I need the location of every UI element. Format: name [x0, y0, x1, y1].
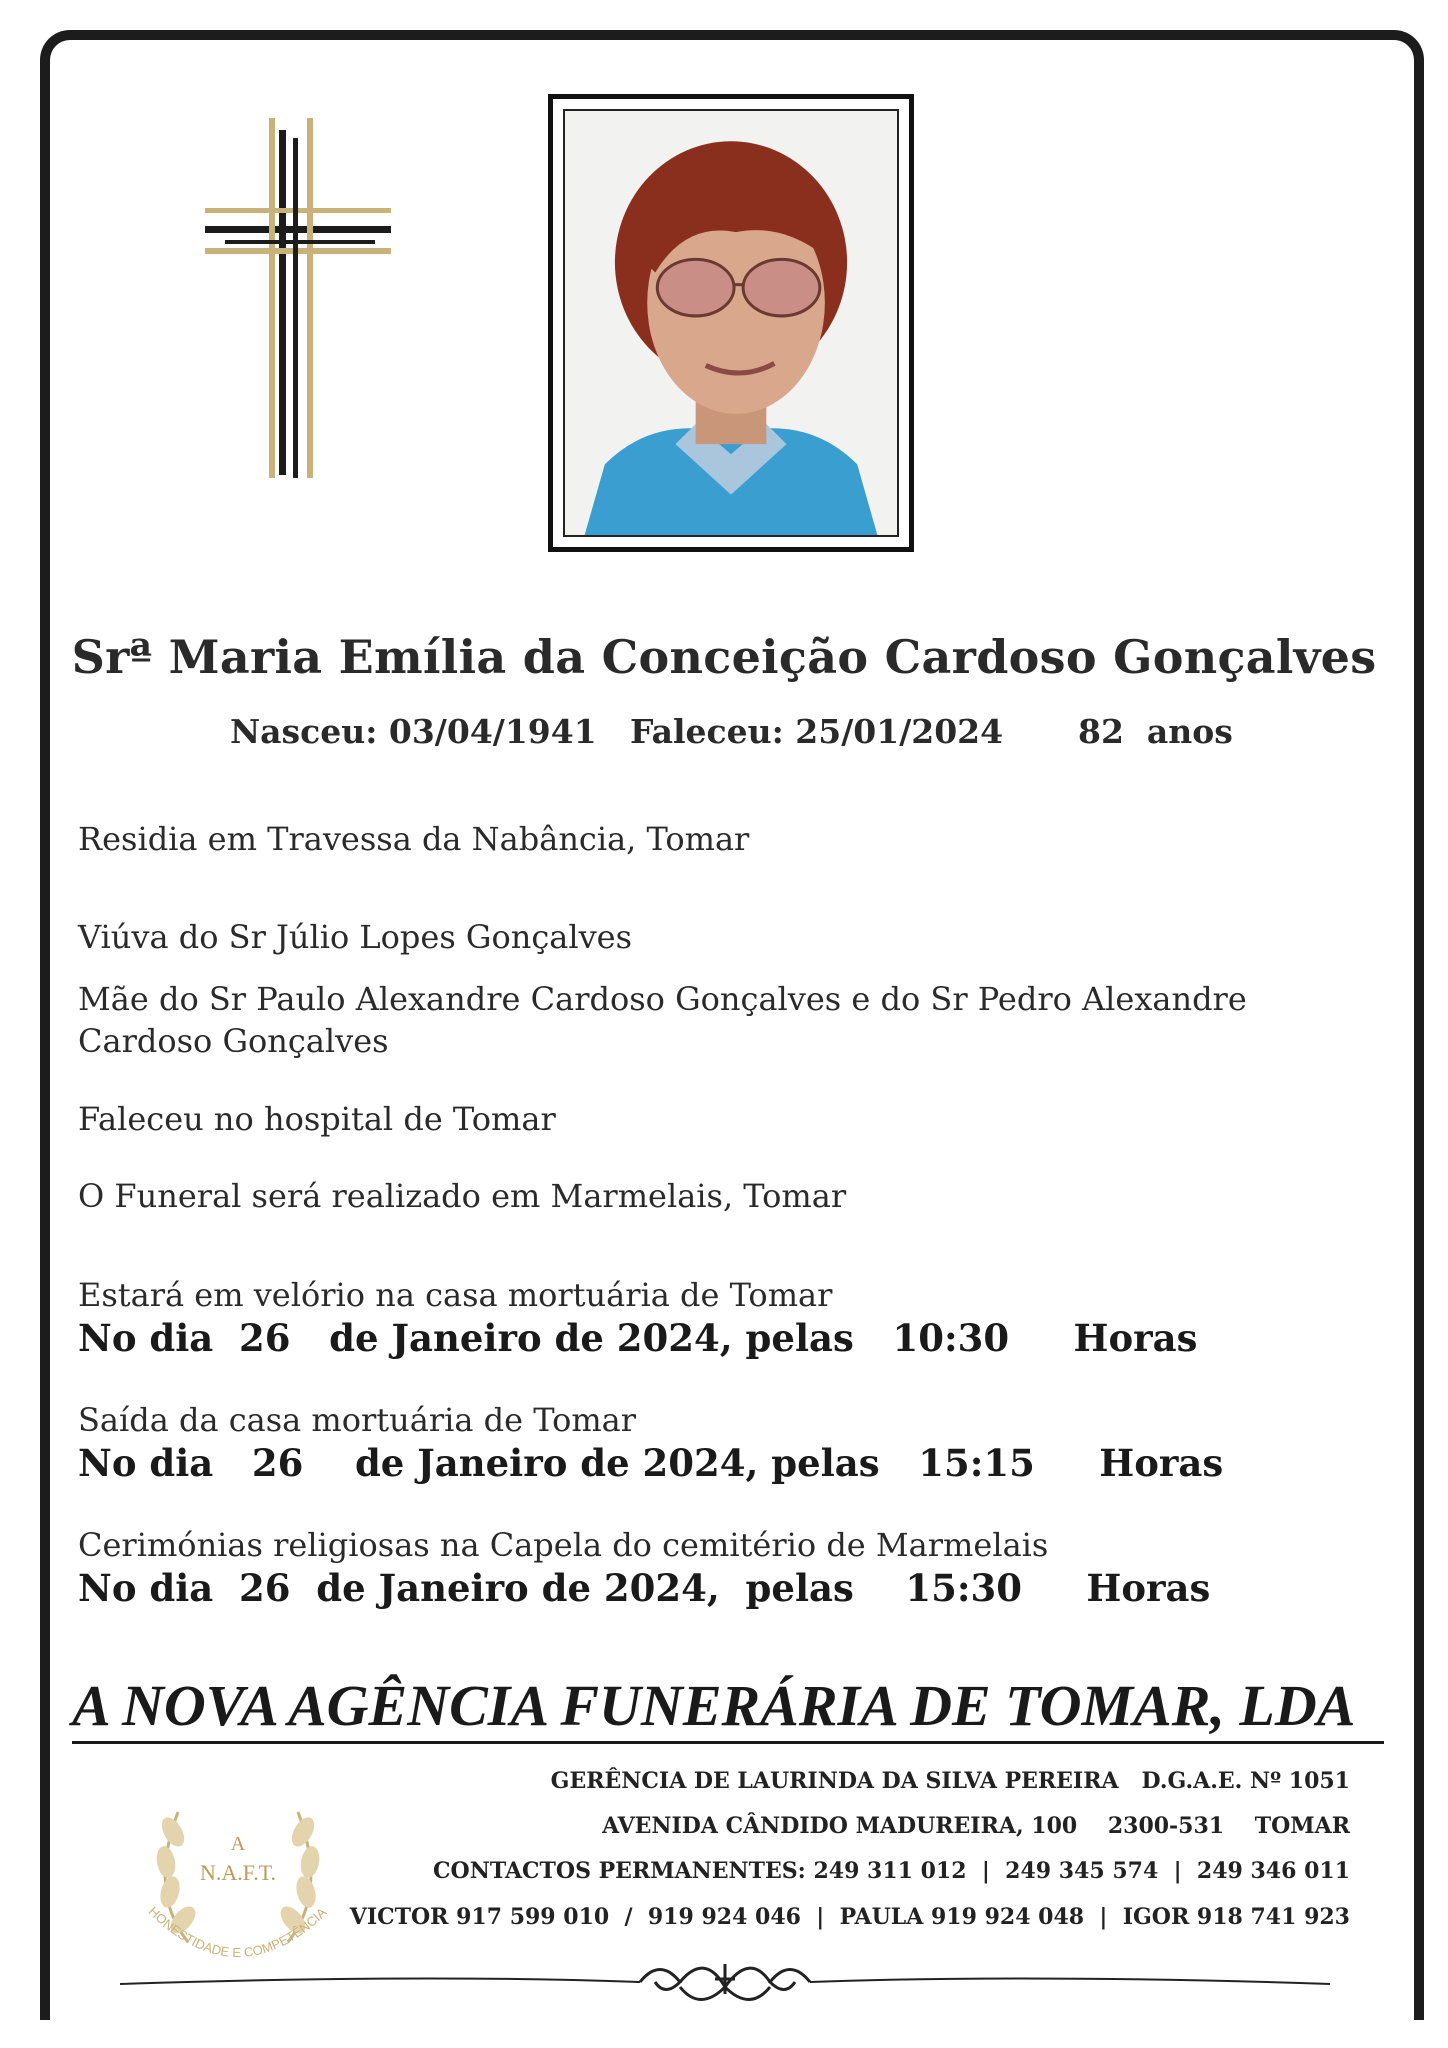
deceased-name: Srª Maria Emília da Conceição Cardoso Gonçalves — [71, 630, 1377, 684]
portrait-photo — [563, 109, 899, 537]
funeral-place: O Funeral será realizado em Marmelais, Tomar — [78, 1177, 847, 1215]
portrait-frame — [548, 94, 914, 552]
agency-management: GERÊNCIA DE LAURINDA DA SILVA PEREIRA D.G.A.E. Nº 1051 — [550, 1768, 1350, 1794]
ornament-divider — [120, 1944, 1330, 2014]
cross-icon — [205, 118, 391, 488]
agency-contacts: CONTACTOS PERMANENTES: 249 311 012 | 249 345 574 | 249 346 011 — [433, 1858, 1350, 1884]
svg-text:HONESTIDADE E COMPETÊNCIA: HONESTIDADE E COMPETÊNCIA — [145, 1903, 330, 1961]
death-date: Faleceu: 25/01/2024 — [630, 712, 1004, 751]
birth-date: Nasceu: 03/04/1941 — [230, 712, 597, 751]
agency-address: AVENIDA CÂNDIDO MADUREIRA, 100 2300-531 TOMAR — [602, 1813, 1350, 1839]
event-title: Cerimónias religiosas na Capela do cemitério de Marmelais — [78, 1526, 1049, 1564]
event-title: Estará em velório na casa mortuária de Tomar — [78, 1276, 833, 1314]
death-place: Faleceu no hospital de Tomar — [78, 1100, 556, 1138]
residence: Residia em Travessa da Nabância, Tomar — [78, 820, 750, 858]
age: 82 anos — [1078, 712, 1233, 751]
mother-of-line1: Mãe do Sr Paulo Alexandre Cardoso Gonçalves e do Sr Pedro Alexandre — [78, 980, 1247, 1018]
mother-of-line2: Cardoso Gonçalves — [78, 1022, 389, 1060]
agency-personal-contacts: VICTOR 917 599 010 / 919 924 046 | PAULA 919 924 048 | IGOR 918 741 923 — [349, 1904, 1350, 1930]
event-title: Saída da casa mortuária de Tomar — [78, 1401, 637, 1439]
event-when: No dia 26 de Janeiro de 2024, pelas 10:30 Horas — [78, 1316, 1198, 1360]
event-when: No dia 26 de Janeiro de 2024, pelas 15:15 Horas — [78, 1441, 1224, 1485]
svg-text:N.A.F.T.: N.A.F.T. — [199, 1860, 277, 1885]
widow-of: Viúva do Sr Júlio Lopes Gonçalves — [78, 918, 633, 956]
svg-text:A: A — [230, 1833, 246, 1855]
event-when: No dia 26 de Janeiro de 2024, pelas 15:30 Horas — [78, 1566, 1211, 1610]
agency-name: A NOVA AGÊNCIA FUNERÁRIA DE TOMAR, LDA — [72, 1672, 1384, 1744]
